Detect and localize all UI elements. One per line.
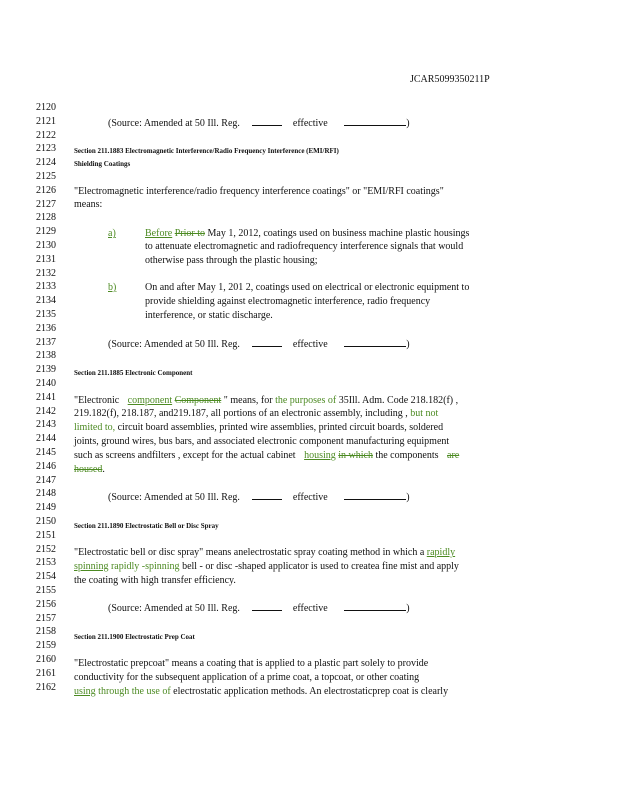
line-number: 2140 xyxy=(36,378,56,389)
line-number: 2137 xyxy=(36,336,56,348)
blank-line xyxy=(344,337,406,347)
line-number: 2138 xyxy=(36,350,56,362)
inserted-text: Before xyxy=(145,228,173,239)
blank-line xyxy=(252,337,282,347)
deleted-text: rapidly xyxy=(110,561,140,572)
inserted-text: spinning xyxy=(74,561,109,572)
source-note-2: (Source: Amended at 50 Ill. Reg. effective ) xyxy=(108,339,410,350)
line-number: 2120 xyxy=(36,102,56,113)
def-bell-line1 xyxy=(74,546,455,559)
def-bell-line3: the coating with high transfer efficiency. xyxy=(74,575,236,586)
item-a-label: a) xyxy=(108,228,116,239)
def-electronic-line3 xyxy=(74,421,443,434)
text: such as screens andfilters , except for the actual cabinet xyxy=(74,450,296,461)
text: . xyxy=(102,464,105,475)
line-number: 2157 xyxy=(36,612,56,624)
line-number: 2136 xyxy=(36,322,56,334)
section-1883-heading: Section 211.1883 Electromagnetic Interference/Radio Frequency Interference (EMI/RFI) xyxy=(74,147,339,155)
deleted-text: in which xyxy=(338,450,373,461)
line-number: 2121 xyxy=(36,115,56,127)
line-number: 2139 xyxy=(36,364,56,376)
line-number: 2125 xyxy=(36,171,56,182)
text: "Electronic xyxy=(74,395,120,406)
def-electronic-line5 xyxy=(74,449,459,462)
source-text: (Source: Amended at 50 Ill. Reg. xyxy=(108,603,240,614)
line-number: 2152 xyxy=(36,543,56,555)
inserted-text: the purposes of xyxy=(275,395,337,406)
def-emi-line2: means: xyxy=(74,199,103,210)
source-effective: effective xyxy=(292,118,328,129)
section-1890-heading: Section 211.1890 Electrostatic Bell or Disc Spray xyxy=(74,522,219,530)
line-number: 2156 xyxy=(36,598,56,610)
blank-line xyxy=(344,116,406,126)
source-note-1: (Source: Amended at 50 Ill. Reg. effective ) xyxy=(108,118,410,129)
line-number: 2153 xyxy=(36,557,56,569)
def-prepcoat-line3 xyxy=(74,685,448,698)
line-number: 2145 xyxy=(36,447,56,458)
line-number: 2142 xyxy=(36,405,56,417)
inserted-text: component xyxy=(127,395,173,406)
def-electronic-line4: joints, ground wires, bus bars, and associated electronic component manufacturing equipment xyxy=(74,436,450,447)
blank-line xyxy=(344,490,406,500)
line-number: 2131 xyxy=(36,253,56,265)
document-id-header: JCAR5099350211P xyxy=(410,74,490,85)
text: 35Ill. Adm. Code 218.182(f) , xyxy=(338,395,459,406)
line-number: 2162 xyxy=(36,681,56,693)
blank-line xyxy=(252,601,282,611)
line-number: 2124 xyxy=(36,157,56,169)
source-text: (Source: Amended at 50 Ill. Reg. xyxy=(108,492,240,503)
def-prepcoat-line2: conductivity for the subsequent application of a prime coat, a topcoat, or other coating xyxy=(74,672,420,683)
line-number: 2161 xyxy=(36,667,56,679)
item-b-label: b) xyxy=(108,282,117,293)
text: "Electrostatic bell or disc spray" means anelectrostatic spray coating method in which a xyxy=(74,547,425,558)
inserted-text: -spinning xyxy=(139,561,180,572)
text: " means, for xyxy=(223,395,273,406)
inserted-text: but not xyxy=(410,408,439,419)
deleted-text: are xyxy=(447,450,460,461)
inserted-text: using xyxy=(74,686,96,697)
section-1900-heading: Section 211.1900 Electrostatic Prep Coat xyxy=(74,633,195,641)
line-number: 2133 xyxy=(36,281,56,293)
def-prepcoat-line1: "Electrostatic prepcoat" means a coating that is applied to a plastic part solely to provide xyxy=(74,658,429,669)
line-number: 2135 xyxy=(36,309,56,320)
line-number: 2154 xyxy=(36,571,56,583)
line-number: 2141 xyxy=(36,391,56,403)
item-b-line1: On and after May 1, 201 2, coatings used on electrical or electronic equipment to xyxy=(145,282,470,293)
item-a-line2: to attenuate electromagnetic and radiofrequency interference signals that would xyxy=(145,241,464,252)
line-number: 2134 xyxy=(36,295,56,307)
line-number: 2122 xyxy=(36,129,56,141)
item-a-line1 xyxy=(145,227,469,240)
line-number: 2123 xyxy=(36,143,56,155)
line-number: 2129 xyxy=(36,226,56,238)
source-effective: effective xyxy=(292,492,328,503)
deleted-text: through xyxy=(98,686,130,697)
line-number: 2126 xyxy=(36,184,56,196)
blank-line xyxy=(252,116,282,126)
source-effective: effective xyxy=(292,603,328,614)
def-electronic-line1 xyxy=(74,394,458,407)
inserted-text: limited to, xyxy=(74,422,116,433)
line-number: 2155 xyxy=(36,585,56,596)
inserted-text: rapidly xyxy=(426,547,456,558)
item-a-text: May 1, 2012, coatings used on business machine plastic housings xyxy=(207,228,470,239)
source-text: (Source: Amended at 50 Ill. Reg. xyxy=(108,118,240,129)
text: circuit board assemblies, printed wire assemblies, printed circuit boards, soldered xyxy=(117,422,444,433)
line-number: 2128 xyxy=(36,212,56,224)
item-b-line3: interference, or static discharge. xyxy=(145,310,273,321)
line-number: 2151 xyxy=(36,529,56,541)
deleted-text: Prior to xyxy=(174,228,205,239)
text: electrostatic application methods. An electrostaticprep coat is clearly xyxy=(173,686,449,697)
line-number: 2146 xyxy=(36,460,56,472)
text: 219.182(f), 218.187, and219.187, all portions of an electronic assembly, including , xyxy=(74,408,408,419)
line-number: 2127 xyxy=(36,198,56,210)
line-number: 2160 xyxy=(36,654,56,665)
section-1883-heading-cont: Shielding Coatings xyxy=(74,160,131,168)
inserted-text: the use of xyxy=(131,686,171,697)
line-number: 2150 xyxy=(36,516,56,527)
line-number: 2132 xyxy=(36,267,56,279)
blank-line xyxy=(252,490,282,500)
def-emi-line1: "Electromagnetic interference/radio frequency interference coatings" or "EMI/RFI coatings" xyxy=(74,186,444,197)
deleted-text: housed xyxy=(74,464,103,475)
blank-line xyxy=(344,601,406,611)
def-bell-line2 xyxy=(74,560,459,573)
line-number: 2158 xyxy=(36,626,56,638)
def-electronic-line6 xyxy=(74,463,105,476)
line-number: 2147 xyxy=(36,474,56,486)
line-number: 2130 xyxy=(36,240,56,251)
line-number: 2143 xyxy=(36,419,56,431)
text: bell - or disc -shaped applicator is used to createa fine mist and apply xyxy=(179,561,459,572)
line-number: 2159 xyxy=(36,640,56,652)
source-effective: effective xyxy=(292,339,328,350)
section-1885-heading: Section 211.1885 Electronic Component xyxy=(74,369,193,377)
text: the components xyxy=(375,450,439,461)
inserted-text: housing xyxy=(304,450,336,461)
source-text: (Source: Amended at 50 Ill. Reg. xyxy=(108,339,240,350)
line-number: 2144 xyxy=(36,433,56,445)
line-number: 2149 xyxy=(36,502,56,514)
line-number: 2148 xyxy=(36,488,56,500)
deleted-text: Component xyxy=(174,395,222,406)
def-electronic-line2 xyxy=(74,407,438,420)
source-note-3: (Source: Amended at 50 Ill. Reg. effective ) xyxy=(108,492,410,503)
item-b-line2: provide shielding against electromagnetic interference, radio frequency xyxy=(145,296,431,307)
item-a-line3: otherwise pass through the plastic housing; xyxy=(145,255,318,266)
source-note-4: (Source: Amended at 50 Ill. Reg. effective ) xyxy=(108,603,410,614)
